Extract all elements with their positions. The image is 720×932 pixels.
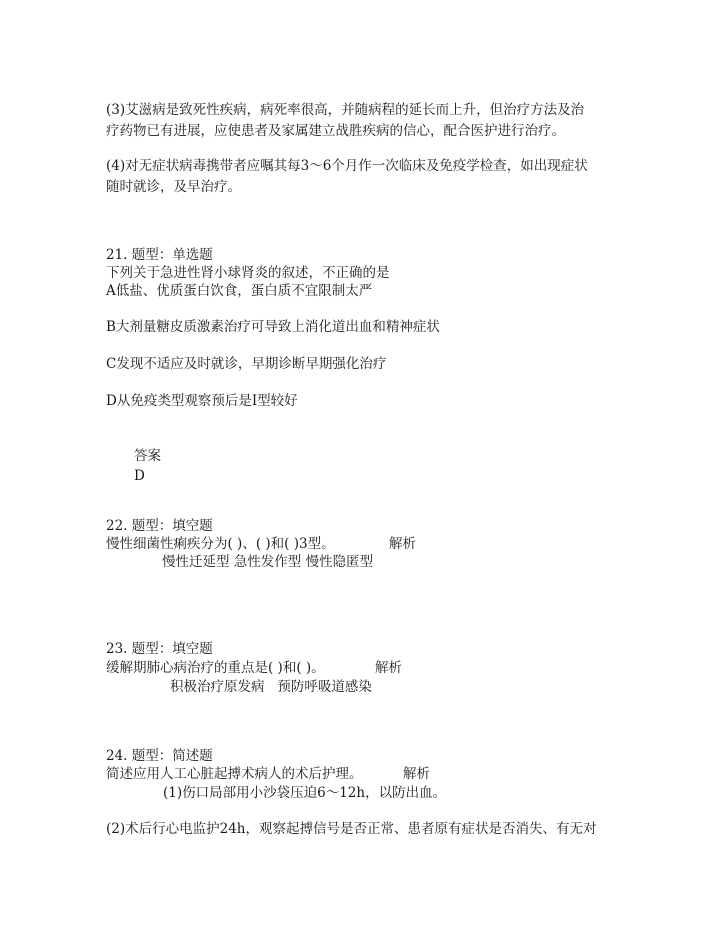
- question-21-option-a: A低盐、优质蛋白饮食，蛋白质不宜限制太严: [106, 283, 373, 299]
- question-21-text: 下列关于急进性肾小球肾炎的叙述，不正确的是: [106, 265, 390, 281]
- paragraph-3-line-2: 疗药物已有进展，应使患者及家属建立战胜疾病的信心，配合医护进行治疗。: [106, 123, 565, 139]
- question-24-answer-2: (2)术后行心电监护24h，观察起搏信号是否正常、患者原有症状是否消失、有无对: [106, 821, 597, 837]
- question-24-analysis-label: 解析: [403, 766, 430, 782]
- question-23-header: 23. 题型：填空题: [106, 641, 213, 657]
- question-21-option-d: D从免疫类型观察预后是I型较好: [106, 393, 298, 409]
- question-22-analysis-label: 解析: [389, 536, 416, 552]
- paragraph-4-line-2: 随时就诊，及早治疗。: [106, 179, 241, 195]
- question-22-answer: 慢性迁延型 急性发作型 慢性隐匿型: [162, 554, 374, 570]
- paragraph-3-line-1: (3)艾滋病是致死性疾病，病死率很高，并随病程的延长而上升，但治疗方法及治: [106, 102, 585, 118]
- question-24-header: 24. 题型：简述题: [106, 748, 213, 764]
- question-21-header: 21. 题型：单选题: [106, 247, 213, 263]
- question-23-text: 缓解期肺心病治疗的重点是( )和( )。: [106, 660, 325, 676]
- question-21-option-b: B大剂量糖皮质激素治疗可导致上消化道出血和精神症状: [106, 319, 440, 335]
- question-23-answer: 积极治疗原发病 预防呼吸道感染: [170, 679, 372, 695]
- question-21-answer-label: 答案: [134, 448, 161, 464]
- paragraph-4-line-1: (4)对无症状病毒携带者应嘱其每3～6个月作一次临床及免疫学检查，如出现症状: [106, 158, 588, 174]
- question-21-answer-value: D: [134, 468, 145, 484]
- question-24-text: 简述应用人工心脏起搏术病人的术后护理。: [106, 766, 363, 782]
- question-24-answer-1: (1)伤口局部用小沙袋压迫6～12h，以防出血。: [163, 785, 447, 801]
- question-23-analysis-label: 解析: [375, 660, 402, 676]
- question-22-text: 慢性细菌性痢疾分为( )、( )和( )3型。: [106, 536, 335, 552]
- question-21-option-c: C发现不适应及时就诊，早期诊断早期强化治疗: [106, 356, 387, 372]
- question-22-header: 22. 题型：填空题: [106, 518, 213, 534]
